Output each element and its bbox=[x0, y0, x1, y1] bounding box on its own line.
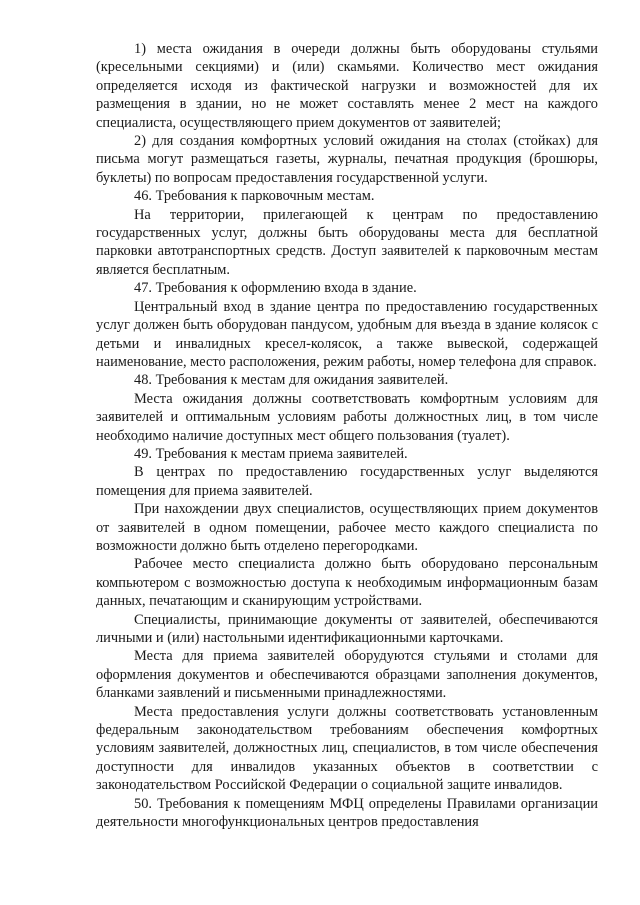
heading-49-reception-places: 49. Требования к местам приема заявителей. bbox=[134, 445, 408, 462]
paragraph-reception-rooms: В центрах по предоставлению государственных услуг выделяются помещения для приема заявителей. bbox=[96, 464, 598, 499]
paragraph-waiting-seats: 1) места ожидания в очереди должны быть оборудованы стульями (кресельными секциями) и (или) скамьями. Количество мест ожидания определяется исходя из фактической нагрузки и возможностей для их размещения в здании, но не может составлять менее 2 мест на каждого специалиста, осуществляющего прием документов от заявителей; bbox=[96, 41, 598, 131]
paragraph-accessibility: Места предоставления услуги должны соответствовать установленным федеральным законодательством требованиям обеспечения комфортных условиям заявителей, должностных лиц, специалистов, в том числе обеспечения доступности для инвалидов указанных объектов в соответствии с законодательством Российской Федерации о социальной защите инвалидов. bbox=[96, 703, 598, 794]
heading-47-entrance: 47. Требования к оформлению входа в здание. bbox=[134, 280, 417, 297]
heading-46-parking: 46. Требования к парковочным местам. bbox=[134, 188, 375, 205]
paragraph-partitions: При нахождении двух специалистов, осуществляющих прием документов от заявителей в одном помещении, рабочее место каждого специалиста по возможности должно быть отделено перегородками. bbox=[96, 501, 598, 554]
paragraph-waiting-places: Места ожидания должны соответствовать комфортным условиям для заявителей и оптимальным условиям работы должностных лиц, в том числе необходимо наличие доступных мест общего пользования (туалет). bbox=[96, 390, 598, 444]
paragraph-entrance: Центральный вход в здание центра по предоставлению государственных услуг должен быть оборудован пандусом, удобным для въезда в здание колясок с детьми и инвалидных кресел-колясок, а также вывеской, содержащей наименование, место расположения, режим работы, номер телефона для справок. bbox=[96, 298, 598, 370]
paragraph-id-cards: Специалисты, принимающие документы от заявителей, обеспечиваются личными и (или) настольными идентификационными карточками. bbox=[96, 611, 598, 646]
paragraph-reception-furniture: Места для приема заявителей оборудуются стульями и столами для оформления документов и обеспечиваются образцами заполнения документов, бланками заявлений и письменными принадлежностями. bbox=[96, 648, 598, 702]
paragraph-parking: На территории, прилегающей к центрам по предоставлению государственных услуг, должны быть оборудованы места для бесплатной парковки автотранспортных средств. Доступ заявителей к парковочным местам является бесплатным. bbox=[96, 206, 598, 278]
paragraph-workplace-computer: Рабочее место специалиста должно быть оборудовано персональным компьютером с возможностью доступа к необходимым информационным базам данных, печатающим и сканирующим устройствами. bbox=[96, 556, 598, 610]
heading-48-waiting-places: 48. Требования к местам для ожидания заявителей. bbox=[134, 372, 449, 389]
paragraph-50-mfc-rooms: 50. Требования к помещениям МФЦ определены Правилами организации деятельности многофункциональных центров предоставления bbox=[96, 795, 598, 831]
paragraph-waiting-tables: 2) для создания комфортных условий ожидания на столах (стойках) для письма могут размещаться газеты, журналы, печатная продукция (брошюры, буклеты) по вопросам предоставления государственной услуги. bbox=[96, 133, 598, 186]
